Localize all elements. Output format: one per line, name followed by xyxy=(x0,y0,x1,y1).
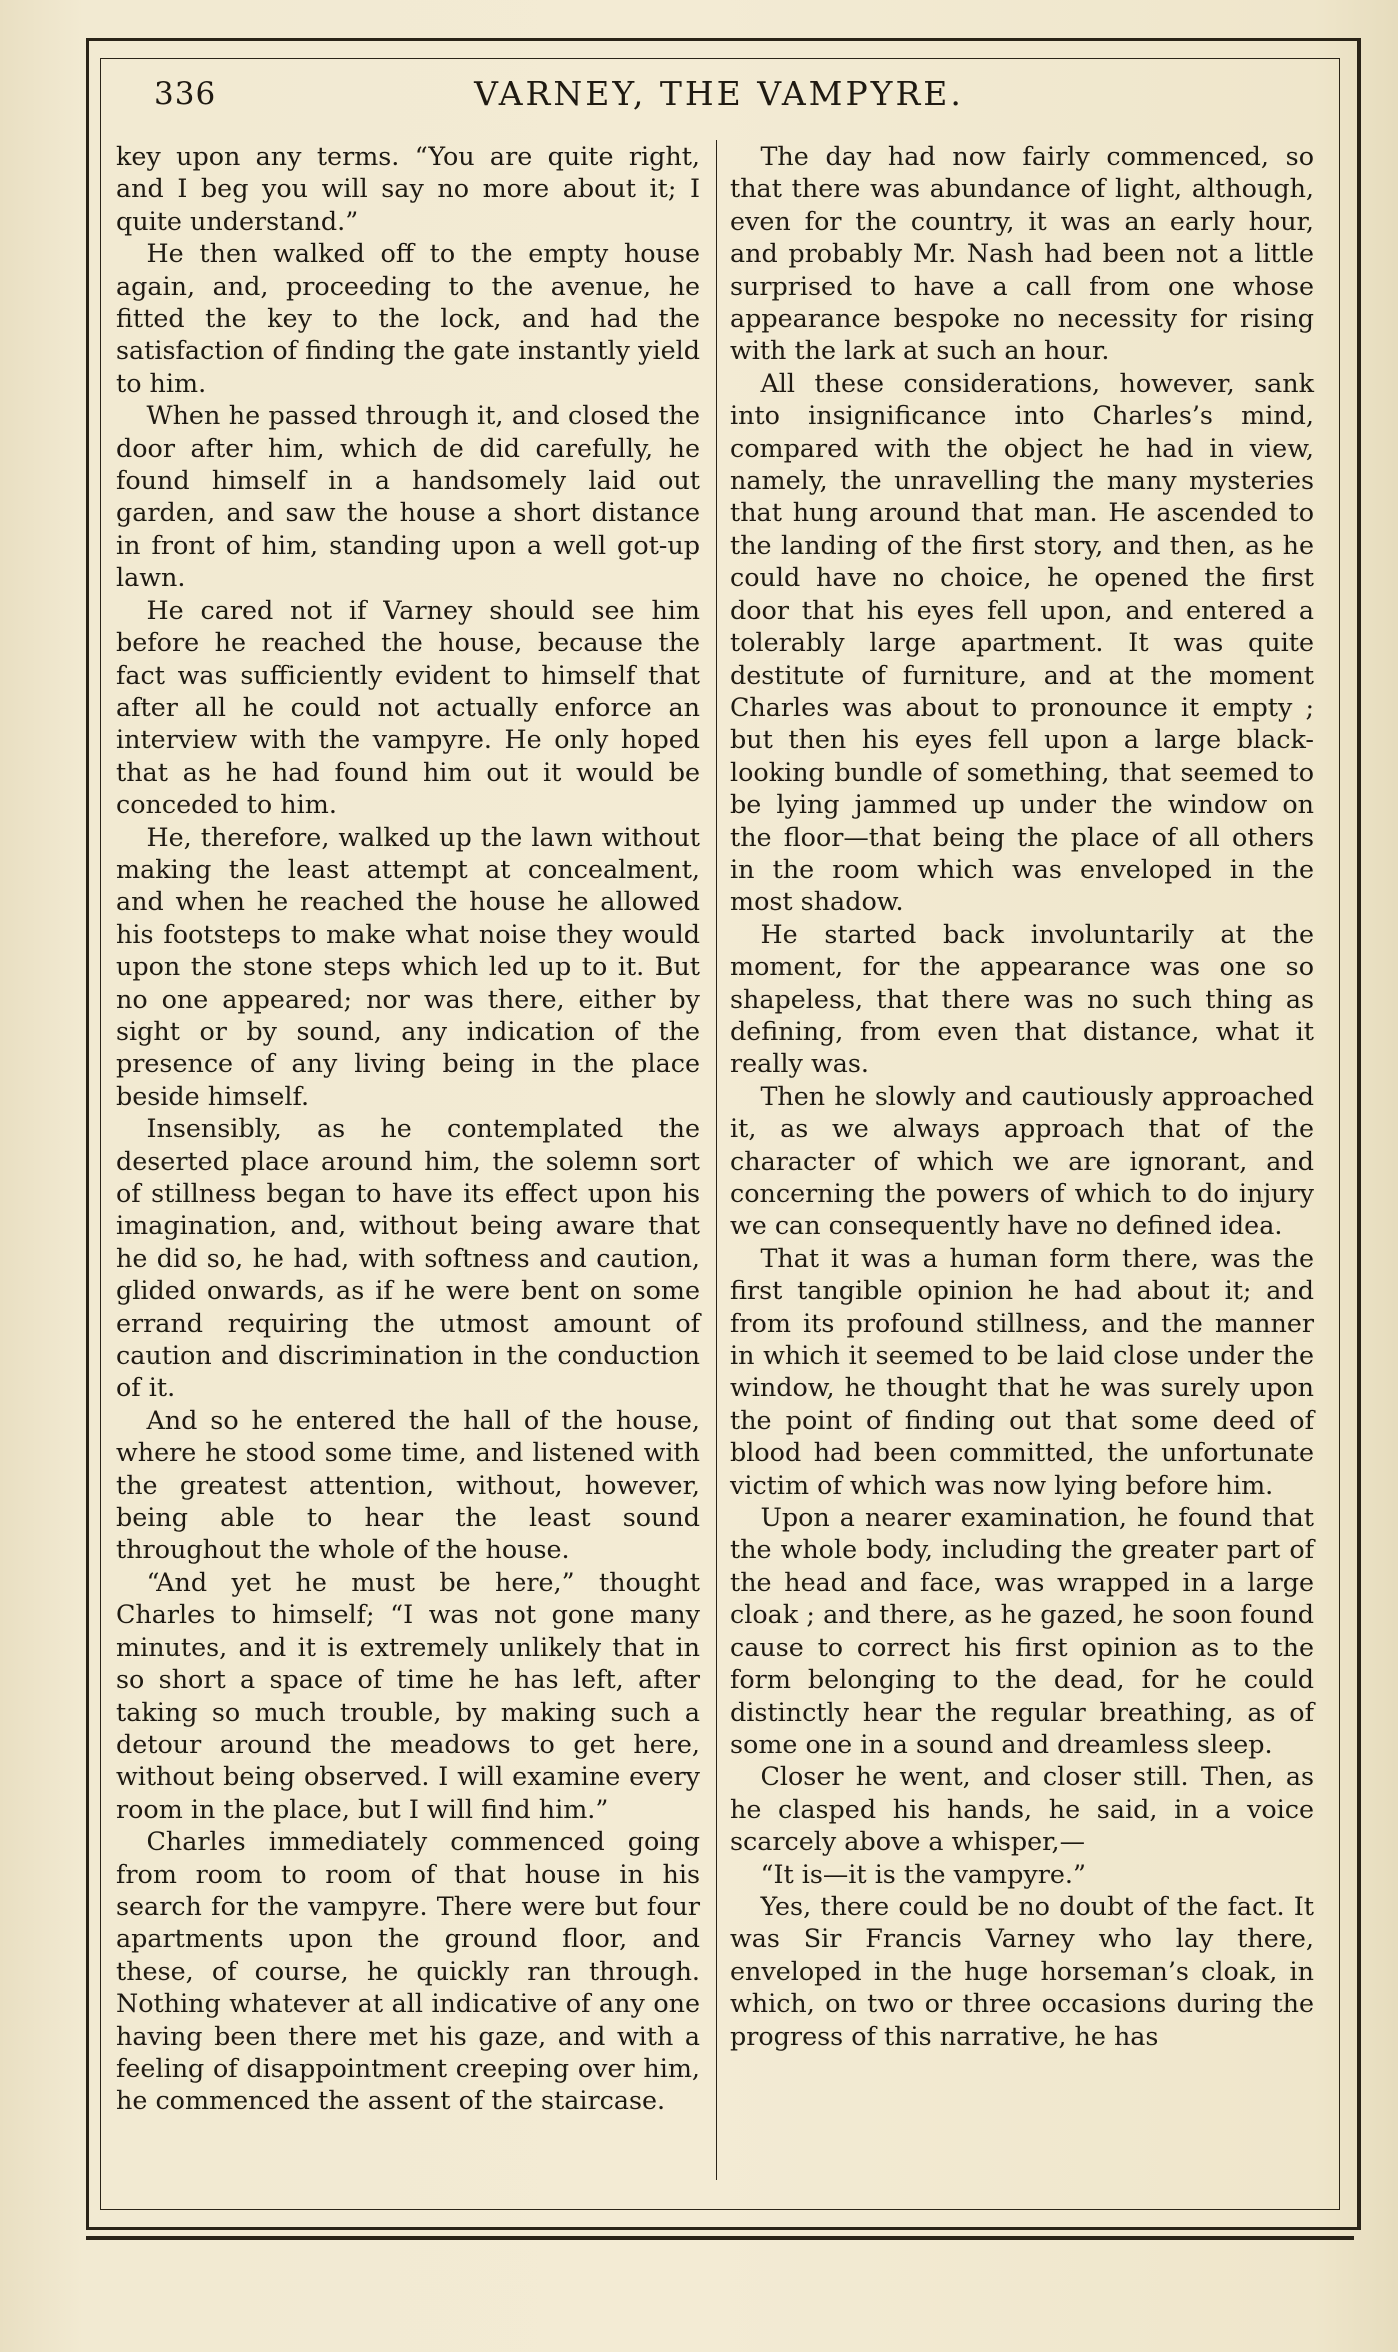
right-column xyxy=(730,140,1314,2180)
paragraph: He started back involuntarily at the moment, for the appearance was one so shapeless, that there was no such thing as defining, from even that distance, what it really was. xyxy=(730,918,1314,1079)
page-header xyxy=(100,66,1338,126)
paragraph: “It is—it is the vampyre.” xyxy=(760,1858,1086,1889)
paragraph: All these considerations, however, sank into insignificance into Charles’s mind, compared with the object he had in view, namely, the unravelling the many mysteries that hung around that man. He ascended to the landing of the first story, and then, as he could have no choice, he opened the first door that his eyes fell upon, and entered a tolerably large apartment. It was quite destitute of furniture, and at the moment Charles was about to pronounce it empty ; but then his eyes fell upon a large black-looking bundle of something, that seemed to be lying jammed up under the window on the floor—that being the place of all others in the room which was enveloped in the most shadow. xyxy=(730,367,1314,917)
paragraph: Closer he went, and closer still. Then, as he clasped his hands, he said, in a voice scarcely above a whisper,— xyxy=(730,1761,1314,1857)
paragraph: He then walked off to the empty house again, and, proceeding to the avenue, he fitted the key to the lock, and had the satisfaction of finding the gate instantly yield to him. xyxy=(116,238,700,398)
paragraph: He cared not if Varney should see him before he reached the house, because the fact was sufficiently evident to himself that after all he could not actually enforce an interview with the vampyre. He only hoped that as he had found him out it would be conceded to him. xyxy=(116,594,700,820)
page-number: 336 xyxy=(154,76,217,112)
paragraph: Yes, there could be no doubt of the fact. It was Sir Francis Varney who lay there, enveloped in the huge horseman’s cloak, in which, on two or three occasions during the progress of this narrative, he has xyxy=(730,1890,1314,2051)
column-divider xyxy=(716,140,717,2180)
paragraph: Insensibly, as he contemplated the deserted place around him, the solemn sort of stillness began to have its effect upon his imagination, and, without being aware that he did so, he had, with softness and caution, glided onwards, as if he were bent on some errand requiring the utmost amount of caution and discrimination in the conduction of it. xyxy=(116,1113,700,1403)
paragraph: That it was a human form there, was the first tangible opinion he had about it; and from its profound stillness, and the manner in which it seemed to be laid close under the window, he thought that he was surely upon the point of finding out that some deed of blood had been committed, the unfortunate victim of which was now lying before him. xyxy=(730,1242,1314,1500)
running-title: VARNEY, THE VAMPYRE. xyxy=(474,74,964,113)
paragraph: Then he slowly and cautiously approached it, as we always approach that of the character of which we are ignorant, and concerning the powers of which to do injury we can consequently have no defined idea. xyxy=(730,1080,1314,1241)
paragraph: “And yet he must be here,” thought Charles to himself; “I was not gone many minutes, and it is extremely unlikely that in so short a space of time he has left, after taking so much trouble, by making such a detour around the meadows to get here, without being observed. I will examine every room in the place, but I will find him.” xyxy=(116,1566,700,1824)
paragraph: Upon a nearer examination, he found that the whole body, including the greater part of the head and face, was wrapped in a large cloak ; and there, as he gazed, he soon found cause to correct his first opinion as to the form belonging to the dead, for he could distinctly hear the regular breathing, as of some one in a sound and dreamless sleep. xyxy=(730,1502,1314,1759)
paragraph: The day had now fairly commenced, so that there was abundance of light, although, even for the country, it was an early hour, and probably Mr. Nash had been not a little surprised to have a call from one whose appearance bespoke no necessity for rising with the lark at such an hour. xyxy=(730,141,1314,366)
paragraph: And so he entered the hall of the house, where he stood some time, and listened with the greatest attention, without, however, being able to hear the least sound throughout the whole of the house. xyxy=(116,1404,700,1565)
paragraph: key upon any terms. “You are quite right, and I beg you will say no more about it; I quite understand.” xyxy=(116,141,700,236)
paragraph: Charles immediately commenced going from room to room of that house in his search for the vampyre. There were but four apartments upon the ground floor, and these, of course, he quickly ran through. Nothing whatever at all indicative of any one having been there met his gaze, and with a feeling of disappointment creeping over him, he commenced the assent of the staircase. xyxy=(116,1826,700,2116)
bottom-rule xyxy=(86,2236,1354,2240)
paragraph: When he passed through it, and closed the door after him, which de did carefully, he found himself in a handsomely laid out garden, and saw the house a short distance in front of him, standing upon a well got-up lawn. xyxy=(116,400,700,593)
paragraph: He, therefore, walked up the lawn without making the least attempt at concealment, and when he reached the house he allowed his footsteps to make what noise they would upon the stone steps which led up to it. But no one appeared; nor was there, either by sight or by sound, any indication of the presence of any living being in the place beside himself. xyxy=(116,821,700,1111)
left-column xyxy=(116,140,700,2180)
